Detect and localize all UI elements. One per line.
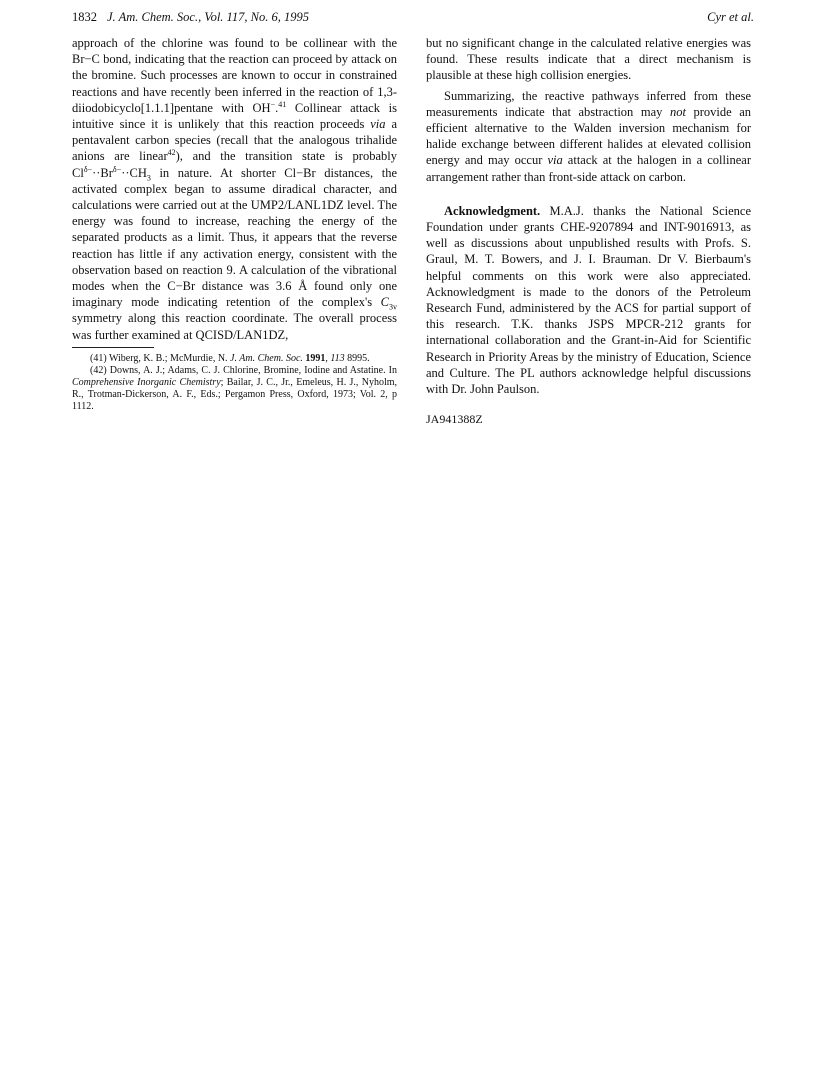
left-column	[72, 35, 397, 413]
text-run: attack at the halogen in a collinear arrangement rather than front-side attack on carbon.	[426, 153, 751, 184]
section-gap	[426, 185, 751, 203]
text-run: provide an efficient alternative to the Walden inversion mechanism for halide exchange between different halides at elevated collision energy and may occur	[426, 104, 752, 168]
symmetry-subscript: 3v	[389, 302, 397, 312]
text-run: a pentavalent carbon species (recall that the analogous trihalide anions are linear	[72, 117, 397, 164]
superscript-charge: −	[270, 99, 276, 109]
text-run: .	[275, 100, 279, 115]
summary-paragraph	[426, 88, 751, 185]
body-paragraph-continued	[72, 35, 397, 343]
text-run: (42) Downs, A. J.; Adams, C. J. Chlorine, Bromine, Iodine and Astatine. In	[90, 364, 397, 376]
acknowledgment-heading: Acknowledgment.	[444, 203, 541, 218]
book-title: Comprehensive Inorganic Chemistry	[72, 376, 221, 388]
italic-via: via	[547, 153, 563, 168]
text-run: symmetry along this reaction coordinate. The overall process was further examined at QCISD/LAN1DZ,	[72, 311, 397, 342]
page: 8995.	[347, 352, 370, 364]
text-run: ; Bailar, J. C., Jr., Emeleus, H. J., Nyholm, R., Trotman-Dickerson, A. F., Eds.; Pergamon Press, Oxford, 1973; Vol. 2, p 1112.	[72, 376, 397, 412]
journal-citation: J. Am. Chem. Soc., Vol. 117, No. 6, 1995	[107, 10, 309, 24]
footnote-41: (41) Wiberg, K. B.; McMurdie, N. J. Am. Chem. Soc. 1991, 113 8995.	[90, 352, 370, 364]
text-run: in nature. At shorter Cl−Br distances, the activated complex began to assume diradical character, and calculations were carried out at the UMP2/LANL1DZ level. The energy was found to increase, reaching the energy of the separated products as a limit. Thus, it appears that the reverse reaction has little if any activation energy, consistent with the observation based on reaction 9. A calculation of the vibrational modes when the C−Br distance was 3.6 Å found only one imaginary mode indicating retention of the complex's	[72, 165, 397, 310]
text-run: Summarizing, the reactive pathways inferred from these measurements indicate that abstraction may	[426, 88, 751, 119]
acknowledgment-text: M.A.J. thanks the National Science Foundation under grants CHE-9207894 and INT-9016913, as well as discussions about unpublished results with Profs. S. Graul, M. T. Bowers, and J. I. Brauman. Dr V. Bierbaum's helpful comments on this work were also appreciated. Acknowledgment is made to the donors of the Petroleum Research Fund, administered by the ACS for partial support of this research. T.K. thanks JSPS MPCR-212 grants for international collaboration and the Grant-in-Aid for Scientific Research in Priority Areas by the ministry of Education, Science and Culture. The PL authors acknowledge helpful discussions with Dr. John Paulson.	[426, 203, 751, 397]
running-authors: Cyr et al.	[707, 10, 754, 24]
footnote-42	[72, 365, 397, 413]
text-run: approach of the chlorine was found to be collinear with the Br−C bond, indicating that the reaction can proceed by attack on the bromine. Such processes are known to occur in constrained reactions and have recently been inferred in the reaction of 1,3-diiodobicyclo[1.1.1]pentane with OH	[72, 36, 397, 115]
volume: 113	[330, 352, 345, 364]
footnote-rule	[72, 347, 154, 348]
text-run: Collinear attack is intuitive since it is unlikely that this reaction proceeds	[72, 100, 397, 132]
right-column	[426, 35, 751, 427]
text-run: ··CH	[121, 165, 147, 180]
body-paragraph-continued: but no significant change in the calculated relative energies was found. These results indicate that a direct mechanism is plausible at these high collision energies.	[426, 36, 751, 83]
header-left	[72, 10, 309, 25]
reference-41: 41	[278, 99, 287, 109]
year: 1991	[305, 352, 326, 364]
acknowledgment-paragraph	[426, 203, 751, 397]
symmetry-label: C	[380, 295, 389, 310]
text-run: (41) Wiberg, K. B.; McMurdie, N.	[90, 352, 231, 364]
italic-not: not	[669, 104, 686, 119]
partial-charge: δ−	[83, 164, 93, 174]
italic-via: via	[370, 117, 386, 132]
reference-42: 42	[167, 148, 176, 158]
text-run: ··Br	[92, 165, 113, 180]
text-run: ), and the transition state is probably Cl	[72, 149, 397, 180]
manuscript-code: JA941388Z	[426, 412, 483, 427]
page-header	[72, 10, 754, 30]
subscript-3: 3	[146, 173, 151, 183]
journal-name: J. Am. Chem. Soc.	[230, 352, 303, 364]
page-number: 1832	[72, 10, 97, 24]
partial-charge: δ−	[112, 164, 122, 174]
